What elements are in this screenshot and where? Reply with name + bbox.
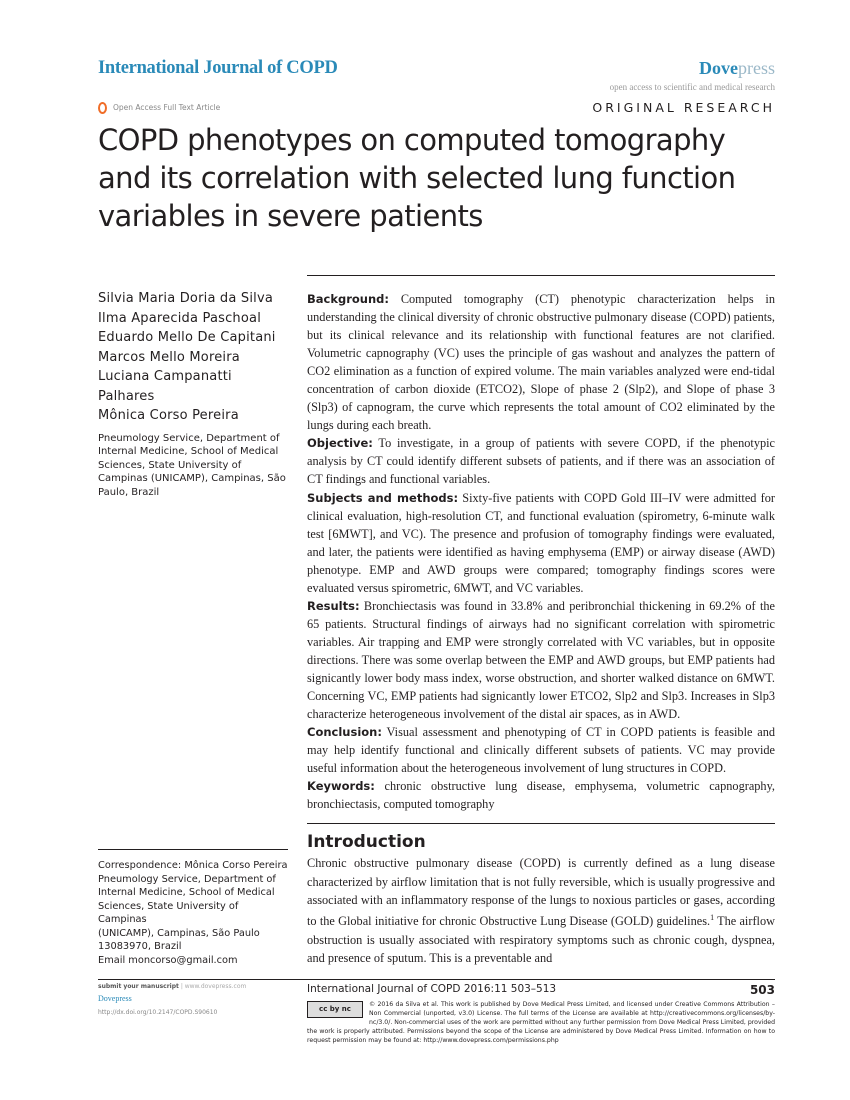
author: Ilma Aparecida Paschoal [98,310,261,326]
section-heading: Introduction [307,832,426,853]
introduction-text [307,854,775,967]
article-type: ORIGINAL RESEARCH [592,100,775,115]
author: Mônica Corso Pereira [98,408,239,423]
publisher-tagline: open access to scientific and medical research [609,82,775,92]
publisher-logo [610,58,775,79]
correspondence-line: (UNICAMP), Campinas, São Paulo [98,927,260,939]
text: Sixty-five patients with COPD Gold III–IV were admitted for clinical evaluation, high-resolution CT, and functional evaluation (spirometry, 6-minute walk test [6MWT], and VC). The presence and profusion of tomography findings were evaluated, and later, the patients were identified as having emphysema (EMP) or airway disease (AWD) phenotype. EMP and AWD groups were compared; tomography findings scores were evaluated versus spirometric, 6MWT, and VC variables. [307,490,775,595]
footer-left [98,983,288,1045]
divider [307,823,775,824]
abstract [307,290,775,813]
text: The airflow obstruction is usually associated with respiratory symptoms such as chronic cough, dyspnea, and presence of sputum. This is a preventable and [307,914,775,965]
author-list [98,289,288,426]
author: Eduardo Mello De Capitani [98,330,276,345]
text: Chronic obstructive pulmonary disease (COPD) is currently defined as a lung disease characterized by airflow limitation that is not fully reversible, which is usually progressive and associated with an inflammatory response of the lungs to noxious particles or gases, according to the Global initiative for chronic Obstructive Lung Disease (GOLD) guidelines. [307,856,775,929]
page-number: 503 [749,983,775,998]
footer-citation: International Journal of COPD 2016:11 503–513 [307,983,557,996]
open-access-lock-icon [98,102,107,114]
footer-publisher: Dovepress [98,994,132,1004]
correspondence [98,859,288,967]
license-block [307,1000,775,1045]
submit-url: | www.dovepress.com [178,983,247,991]
article-body [98,275,775,967]
publisher-name-b: press [738,58,775,78]
correspondence-line: 13083970, Brazil [98,941,182,953]
label: Keywords: [307,779,375,794]
license-text: © 2016 da Silva et al. This work is published by Dove Medical Press Limited, and licensed under Creative Commons Attribution – Non Commercial (unported, v3.0) License. The full terms of the License are available at http://creativecommons.org/licenses/by-nc/3.0/. Non-commercial uses of the work are permitted without any further permission from Dove Medical Press Limited, provided the work is properly attributed. Permissions beyond the scope of the License are administered by Dove Medical Press Limited. Information on how to request permission may be found at: http://www.dovepress.com/permissions.php [307,1001,775,1045]
affiliation: Pneumology Service, Department of Internal Medicine, School of Medical Sciences, State University of Campinas (UNICAMP), Campinas, São Paulo, Brazil [98,432,286,498]
abstract-results [307,597,775,723]
footer-citation-row [307,983,775,997]
open-access-label [98,102,220,114]
author: Marcos Mello Moreira [98,349,240,365]
abstract-methods [307,489,775,597]
correspondence-block [98,849,288,967]
open-access-text: Open Access Full Text Article [113,103,221,112]
journal-name: International Journal of COPD [98,58,338,78]
abstract-conclusion [307,723,775,777]
footer-right [307,983,775,1045]
text: chronic obstructive lung disease, emphysema, volumetric capnography, bronchiectasis, computed tomography [307,779,775,812]
reference-link[interactable]: 1 [710,913,715,923]
article-title: COPD phenotypes on computed tomography and its correlation with selected lung function variables in severe patients [98,123,736,233]
article-meta-row [98,100,775,115]
cc-badge-text: cc by nc [319,1005,351,1014]
text: Visual assessment and phenotyping of CT in COPD patients is feasible and may help identify functional and clinically different subsets of patients. VC may provide useful information about the heterogeneous involvement of lung structures in COPD. [307,725,775,776]
left-column [98,275,288,967]
text: Computed tomography (CT) phenotypic characterization helps in understanding the clinical diversity of chronic obstructive pulmonary disease (COPD) patients, but its clinical relevance and its relationship with functional features are not clarified. Volumetric capnography (VC) uses the principle of gas washout and analyzes the pattern of CO2 elimination as a function of expired volume. The main variables analyzed were end-tidal concentration of carbon dioxide (ETCO2), Slope of phase 2 (Slp2), and Slope of phase 3 (Slp3) of capnogram, the curve which represents the total amount of CO2 eliminated by the lungs during each breath. [307,292,775,433]
cc-license-icon[interactable] [307,1001,363,1018]
abstract-keywords [307,777,775,813]
abstract-objective [307,434,775,488]
author: Silvia Maria Doria da Silva [98,291,274,306]
correspondence-line: Correspondence: Mônica Corso Pereira [98,860,288,872]
author-block [98,289,288,499]
correspondence-line: Pneumology Service, Department of [98,873,276,885]
submit-text: submit your manuscript [98,983,179,991]
correspondence-email[interactable]: Email moncorso@gmail.com [98,954,238,966]
text: Bronchiectasis was found in 33.8% and peribronchial thickening in 69.2% of the 65 patients. Structural findings of airways had no significant correlation with spirometric variables. Air trapping and EMP were strongly correlated with VC variables, but in opposite directions. There was some overlap between the EMP and AWD groups, but EMP patients had signicantly lower body mass index, worse obstruction, and shorter walked distance on 6MWT. Concerning VC, EMP patients had signicantly lower ETCO2, Slp2 and Slp3. Increases in Slp3 characterize heterogeneous involvement of the distal air spaces, as in AWD. [307,598,775,722]
correspondence-line: Sciences, State University of Campinas [98,900,239,926]
author: Luciana Campanatti Palhares [98,369,232,404]
submit-manuscript-link[interactable] [98,983,288,990]
label: Subjects and methods: [307,490,459,505]
footer [98,979,775,1045]
publisher-block [610,58,775,92]
header [98,58,775,92]
label: Results: [307,598,360,613]
divider [307,275,775,276]
correspondence-line: Internal Medicine, School of Medical [98,887,275,899]
label: Objective: [307,436,373,451]
text: To investigate, in a group of patients with severe COPD, if the phenotypic analysis by CT could identify different subsets of patients, and if there was an association of CT findings and functional variables. [307,436,775,487]
right-column [307,275,775,967]
label: Conclusion: [307,725,382,740]
label: Background: [307,292,389,306]
abstract-background [307,290,775,434]
publisher-name-a: Dove [699,58,738,78]
doi-link[interactable]: http://dx.doi.org/10.2147/COPD.S90610 [98,1009,218,1017]
